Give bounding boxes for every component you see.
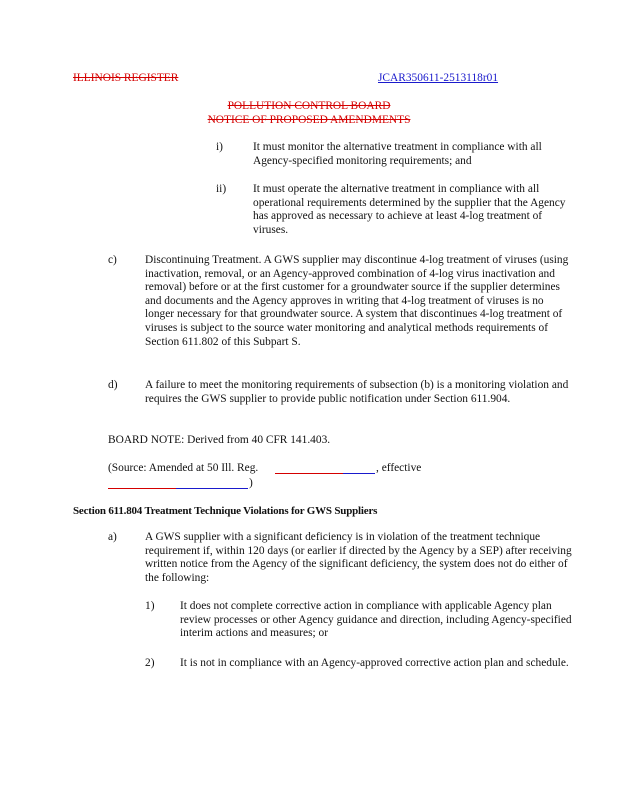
item-i-label: i) <box>216 141 223 153</box>
item-ii-label: ii) <box>216 183 227 195</box>
jcar-code: JCAR350611-2513118r01 <box>378 72 499 84</box>
source-suffix: , effective <box>376 462 422 474</box>
subsection-d-text: A failure to meet the monitoring requirements of subsection (b) is a monitoring violation and requires the GWS supplier to provide public notification under Section 611.904. <box>145 379 569 405</box>
blank-underline-3 <box>108 488 176 489</box>
subsection-a-label: a) <box>108 531 117 543</box>
source-close: ) <box>249 477 253 489</box>
subsection-a-text: A GWS supplier with a significant deficiency is in violation of the treatment technique requirement if, within 120 days (or earlier if directed by the Agency by a SEP) after receiving written notice from the Agency of the significant deficiency, the system does not do either of the following: <box>145 531 572 584</box>
blank-underline-1 <box>275 473 343 474</box>
item-2-label: 2) <box>145 657 155 669</box>
notice-title: NOTICE OF PROPOSED AMENDMENTS <box>207 114 411 126</box>
item-2-text: It is not in compliance with an Agency-approved corrective action plan and schedule. <box>180 657 569 669</box>
blank-underline-4 <box>176 488 248 489</box>
source-prefix: (Source: Amended at 50 Ill. Reg. <box>108 462 259 474</box>
subsection-d-label: d) <box>108 379 118 391</box>
subsection-c-text: Discontinuing Treatment. A GWS supplier may discontinue 4-log treatment of viruses (using inactivation, removal, or an Agency-approved combination of 4-log virus inactivation and removal) before or at the first customer for a groundwater source if the supplier determines and documents and the Agency approves in writing that 4-log treatment of viruses is no longer necessary for that groundwater source. A system that discontinues 4-log treatment of viruses is subject to the source water monitoring and analytical methods requirements of Section 611.802 of this Subpart S. <box>145 254 569 348</box>
blank-underline-2 <box>343 473 375 474</box>
board-title: POLLUTION CONTROL BOARD <box>227 100 391 112</box>
item-1-label: 1) <box>145 600 155 612</box>
item-ii-text: It must operate the alternative treatment in compliance with all operational requirements determined by the supplier that the Agency has approved as necessary to achieve at least 4-log treatment of viruses. <box>253 183 566 236</box>
item-i-text: It must monitor the alternative treatment in compliance with all Agency-specified monitoring requirements; and <box>253 141 542 167</box>
item-1-text: It does not complete corrective action in compliance with applicable Agency plan review processes or other Agency guidance and direction, including Agency-specified interim actions and measures; or <box>180 600 572 640</box>
register-header: ILLINOIS REGISTER <box>73 72 179 84</box>
board-note: BOARD NOTE: Derived from 40 CFR 141.403. <box>108 434 331 446</box>
section-heading: Section 611.804 Treatment Technique Violations for GWS Suppliers <box>73 505 378 517</box>
subsection-c-label: c) <box>108 254 117 266</box>
